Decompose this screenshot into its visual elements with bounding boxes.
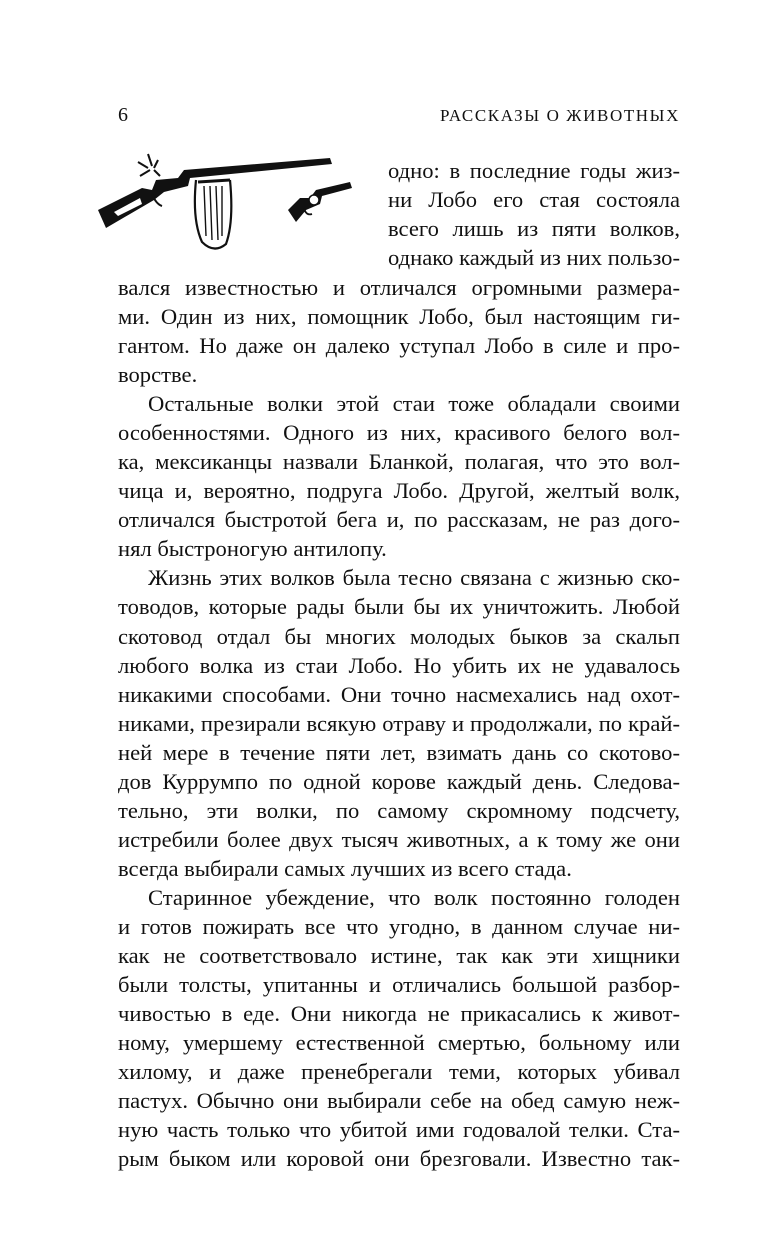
- body-line: любого волка из стаи Лобо. Но убить их не удавалось: [118, 653, 680, 678]
- revolver-icon: [288, 182, 352, 222]
- body-line: одно: в последние годы жиз-: [388, 158, 680, 183]
- body-line: отличался быстротой бега и, по рассказам, не раз дого-: [118, 507, 680, 532]
- spark-icon: [138, 154, 160, 176]
- weapons-illustration: [92, 150, 382, 260]
- body-line: и готов пожирать все что угодно, в данном случае ни-: [118, 914, 680, 939]
- body-line: были толсты, упитанны и отличались большой разбор-: [118, 972, 680, 997]
- body-line: Старинное убеждение, что волк постоянно голоден: [148, 885, 680, 910]
- body-line: особенностями. Одного из них, красивого белого вол-: [118, 420, 680, 445]
- body-line: ную часть только что убитой ими годовалой телки. Ста-: [118, 1117, 680, 1142]
- body-line: чица и, вероятно, подруга Лобо. Другой, желтый волк,: [118, 478, 680, 503]
- body-line: дов Куррумпо по одной корове каждый день. Следова-: [118, 769, 680, 794]
- body-line: тельно, эти волки, по самому скромному подсчету,: [118, 798, 680, 823]
- body-line: ка, мексиканцы назвали Бланкой, полагая, что это вол-: [118, 449, 680, 474]
- body-line: нял быстроногую антилопу.: [118, 536, 387, 561]
- body-line: товодов, которые рады были бы их уничтожить. Любой: [118, 594, 680, 619]
- body-line: скотовод отдал бы многих молодых быков за скальп: [118, 624, 680, 649]
- running-head: РАССКАЗЫ О ЖИВОТНЫХ: [440, 106, 680, 125]
- cartridge-belt-icon: [195, 180, 231, 249]
- body-line: пастух. Обычно они выбирали себе на обед самую неж-: [118, 1088, 680, 1113]
- body-line: всего лишь из пяти волков,: [388, 216, 680, 241]
- body-line: чивостью в еде. Они никогда не прикасались к живот-: [118, 1001, 680, 1026]
- body-line: никакими способами. Они точно насмехались над охот-: [118, 682, 680, 707]
- body-line: Остальные волки этой стаи тоже обладали своими: [148, 391, 680, 416]
- page-number: 6: [118, 104, 129, 126]
- body-line: однако каждый из них пользо-: [388, 245, 680, 270]
- body-line: рым быком или коровой они брезговали. Известно так-: [118, 1146, 680, 1171]
- body-line: гантом. Но даже он далеко уступал Лобо в силе и про-: [118, 333, 680, 358]
- body-line: ному, умершему естественной смертью, больному или: [118, 1030, 680, 1055]
- body-line: истребили более двух тысяч животных, а к тому же они: [118, 827, 680, 852]
- body-line: ворстве.: [118, 362, 198, 387]
- body-line: никами, презирали всякую отраву и продолжали, по край-: [118, 711, 680, 736]
- body-line: ней мере в течение пяти лет, взимать дань со скотово-: [118, 740, 680, 765]
- body-line: вался известностью и отличался огромными размера-: [118, 275, 680, 300]
- body-line: ни Лобо его стая состояла: [388, 187, 680, 212]
- body-line: как не соответствовало истине, так как эти хищники: [118, 943, 680, 968]
- body-line: ми. Один из них, помощник Лобо, был настоящим ги-: [118, 304, 680, 329]
- body-line: Жизнь этих волков была тесно связана с жизнью ско-: [148, 565, 680, 590]
- body-line: хилому, и даже пренебрегали теми, которых убивал: [118, 1059, 680, 1084]
- body-line: всегда выбирали самых лучших из всего стада.: [118, 856, 572, 881]
